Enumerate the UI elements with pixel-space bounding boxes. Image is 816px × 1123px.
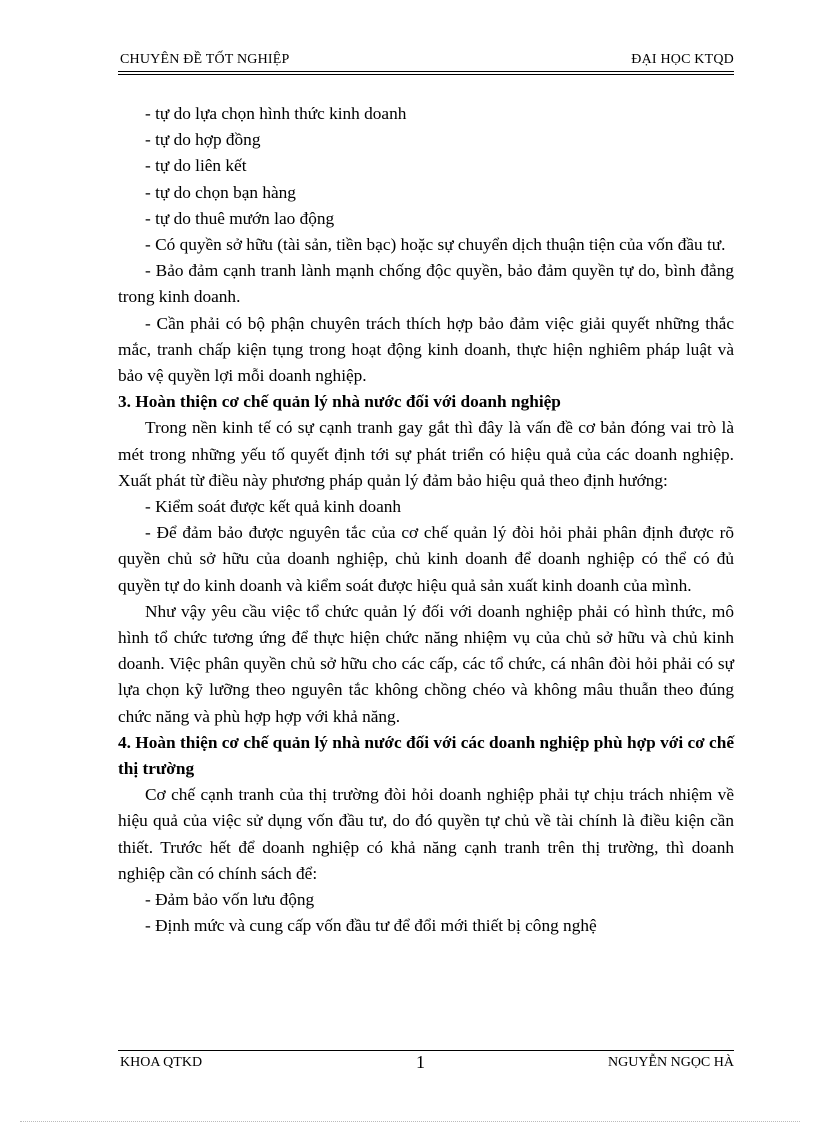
paragraph: Như vậy yêu cầu việc tổ chức quản lý đối với doanh nghiệp phải có hình thức, mô hình tổ chức tương ứng để thực hiện chức năng nhiệm vụ của chủ sở hữu và chủ kinh doanh. Việc phân quyền chủ sở hữu cho các cấp, các tổ chức, cá nhân đòi hỏi phải có sự lựa chọn kỹ lưỡng theo nguyên tắc không chồng chéo và không mâu thuẫn theo đúng chức năng và phù hợp hợp với khả năng.: [118, 601, 734, 726]
footer-rule: [118, 1050, 734, 1051]
paragraph: - Cần phải có bộ phận chuyên trách thích hợp bảo đảm việc giải quyết những thắc mắc, tranh chấp kiện tụng trong hoạt động kinh doanh, thực hiện nghiêm pháp luật và bảo vệ quyền lợi mỗi doanh nghiệp.: [118, 313, 734, 386]
header-rule: [118, 71, 734, 72]
page-number: 1: [416, 1052, 425, 1072]
header-left-text: CHUYÊN ĐỀ TỐT NGHIỆP: [120, 52, 290, 67]
paragraph: - Kiểm soát được kết quả kinh doanh: [145, 497, 402, 517]
footer-left-text: KHOA QTKD: [120, 1055, 203, 1070]
section-heading: 4. Hoàn thiện cơ chế quản lý nhà nước đối với các doanh nghiệp phù hợp với cơ chế thị trường: [118, 732, 734, 779]
paragraph: - Có quyền sở hữu (tài sản, tiền bạc) hoặc sự chuyển dịch thuận tiện của vốn đầu tư.: [145, 235, 726, 255]
paragraph: - Đảm bảo vốn lưu động: [145, 890, 315, 910]
page-footer: [118, 1052, 734, 1075]
paragraph: - tự do chọn bạn hàng: [145, 182, 296, 202]
paragraph: - tự do lựa chọn hình thức kinh doanh: [145, 104, 407, 123]
paragraph: - Bảo đảm cạnh tranh lành mạnh chống độc quyền, bảo đảm quyền tự do, bình đẳng trong kinh doanh.: [118, 261, 734, 307]
paragraph: Trong nền kinh tế có sự cạnh tranh gay gắt thì đây là vấn đề cơ bản đóng vai trò là mét trong những yếu tố quyết định tới sự phát triển có hiệu quả của các doanh nghiệp. Xuất phát từ điều này phương pháp quản lý đảm bảo hiệu quả theo định hướng:: [118, 418, 734, 490]
footer-right-text: NGUYỄN NGỌC HÀ: [608, 1055, 734, 1070]
paragraph: Cơ chế cạnh tranh của thị trường đòi hỏi doanh nghiệp phải tự chịu trách nhiệm về hiệu quả của việc sử dụng vốn đầu tư, do đó quyền tự chủ về tài chính là điều kiện cần thiết. Trước hết để doanh nghiệp có khả năng cạnh tranh trên thị trường, thì doanh nghiệp cần có chính sách để:: [118, 785, 734, 883]
paragraph: - Định mức và cung cấp vốn đầu tư để đổi mới thiết bị công nghệ: [145, 916, 597, 936]
header-rule-thin: [118, 74, 734, 75]
header-right-text: ĐẠI HỌC KTQD: [631, 52, 734, 67]
paragraph: - tự do liên kết: [145, 156, 247, 176]
document-body: [118, 101, 734, 940]
paragraph: - Để đảm bảo được nguyên tắc của cơ chế quản lý đòi hỏi phải phân định được rõ quyền chủ sở hữu của doanh nghiệp, chủ kinh doanh để doanh nghiệp có thể có đủ quyền tự do kinh doanh và kiểm soát được hiệu quả sản xuất kinh doanh của mình.: [118, 523, 734, 595]
page-bottom-divider: [20, 1121, 800, 1122]
paragraph: - tự do hợp đồng: [145, 130, 261, 150]
paragraph: - tự do thuê mướn lao động: [145, 208, 335, 228]
section-heading: 3. Hoàn thiện cơ chế quản lý nhà nước đối với doanh nghiệp: [118, 392, 561, 412]
page-header: [118, 52, 734, 72]
